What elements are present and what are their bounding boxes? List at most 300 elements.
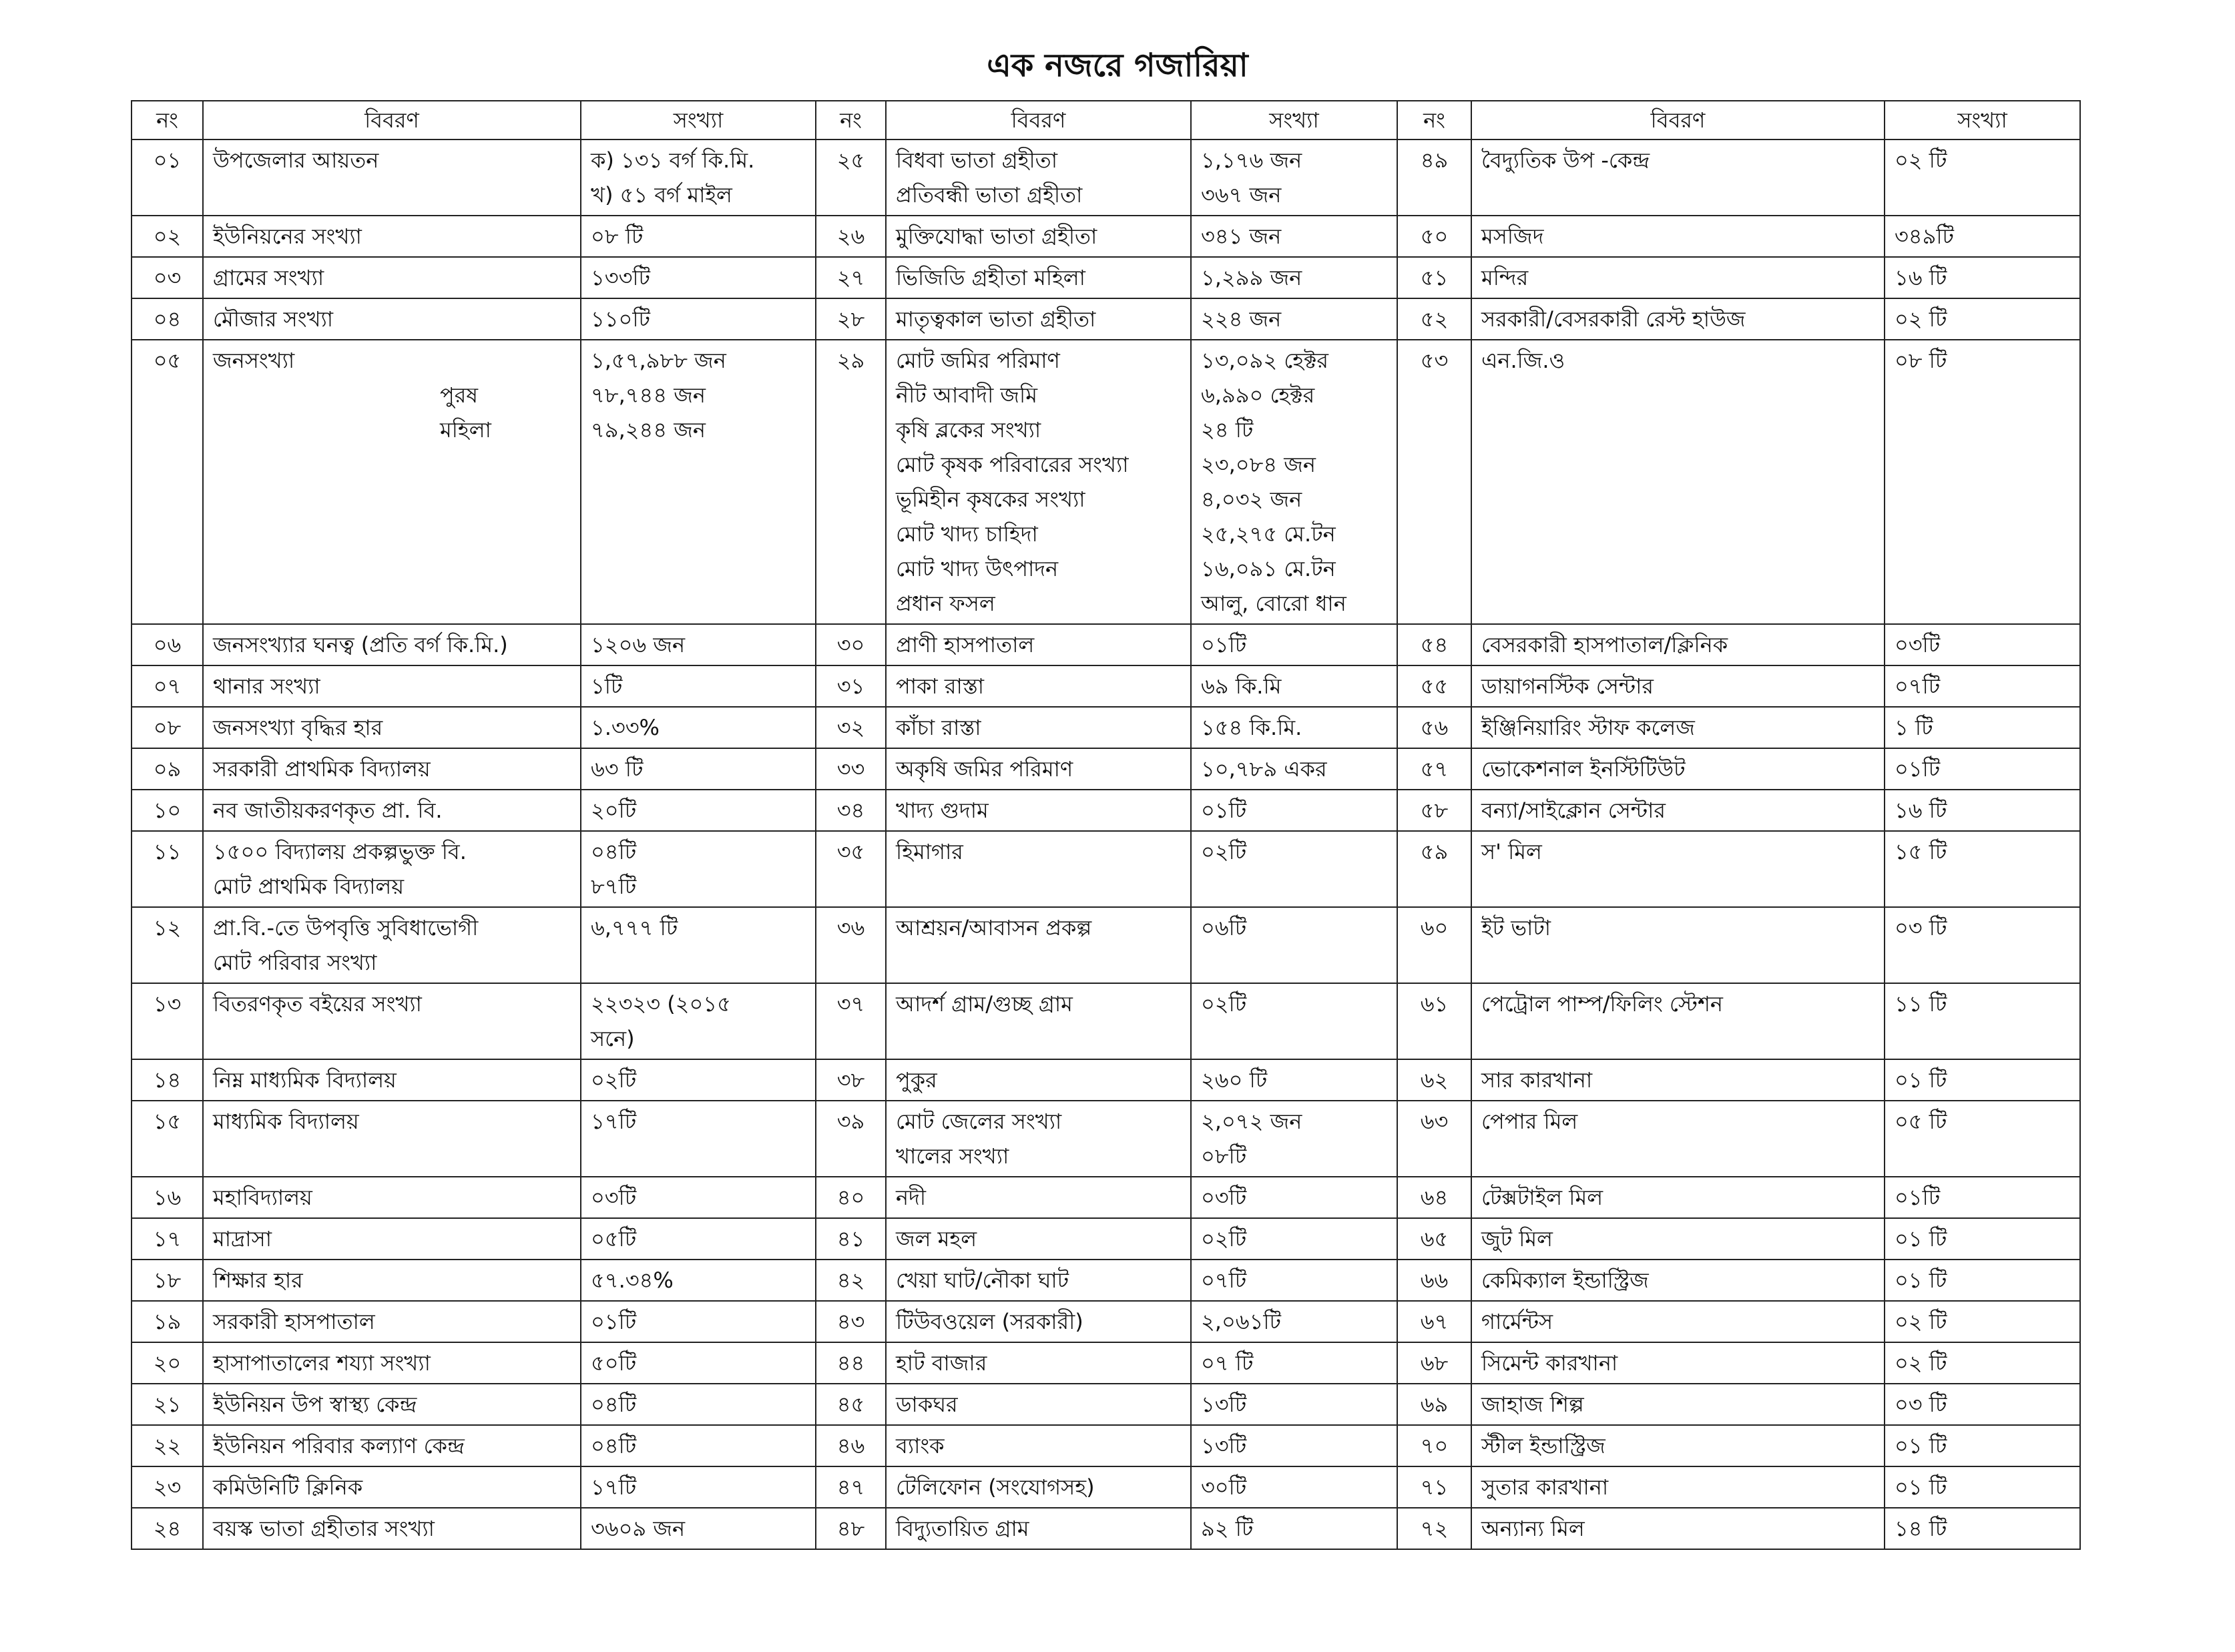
description-cell [203, 1425, 581, 1466]
serial-number: ২৪ [132, 1508, 203, 1549]
table-row [132, 1425, 2080, 1466]
serial-number: ০৪ [132, 298, 203, 340]
count-line: ২৪ টি [1201, 417, 1254, 443]
description-line: আশ্রয়ন/আবাসন প্রকল্প [896, 915, 1092, 940]
table-row [132, 1101, 2080, 1177]
header-count: সংখ্যা [581, 101, 816, 140]
count-cell [1885, 1301, 2080, 1342]
description-cell [203, 1101, 581, 1177]
description-line: অকৃষি জমির পরিমাণ [896, 756, 1073, 782]
serial-number: ৬৯ [1397, 1384, 1471, 1425]
description-line: খালের সংখ্যা [896, 1143, 1009, 1169]
serial-number: ৭১ [1397, 1466, 1471, 1508]
count-line: ০৩টি [1895, 632, 1941, 657]
count-line: আলু, বোরো ধান [1201, 591, 1346, 616]
description-line: ডাকঘর [896, 1392, 958, 1417]
description-line: ভিজিডি গ্রহীতা মহিলা [896, 265, 1085, 290]
description-line: বিতরণকৃত বইয়ের সংখ্যা [213, 991, 422, 1017]
count-cell [1885, 216, 2080, 257]
description-line: শিক্ষার হার [213, 1268, 303, 1293]
description-line: বৈদ্যুতিক উপ -কেন্দ্র [1481, 148, 1650, 173]
count-line: খ) ৫১ বর্গ মাইল [591, 182, 732, 208]
description-cell [1471, 831, 1885, 907]
description-line: পাকা রাস্তা [896, 673, 985, 699]
table-row [132, 1342, 2080, 1384]
description-line: স' মিল [1481, 839, 1542, 864]
serial-number: ৪৭ [816, 1466, 886, 1508]
count-line: ০৬টি [1201, 915, 1247, 940]
serial-number: ৪০ [816, 1177, 886, 1218]
table-row [132, 1508, 2080, 1549]
table-row [132, 983, 2080, 1059]
serial-number: ৩৯ [816, 1101, 886, 1177]
serial-number: ৫২ [1397, 298, 1471, 340]
serial-number: ২০ [132, 1342, 203, 1384]
table-row [132, 707, 2080, 748]
count-line: সনে) [591, 1026, 635, 1051]
table-row [132, 748, 2080, 790]
count-line: ১৩টি [1201, 1392, 1247, 1417]
serial-number: ১৪ [132, 1059, 203, 1101]
description-line: খেয়া ঘাট/নৌকা ঘাট [896, 1268, 1069, 1293]
count-cell [581, 257, 816, 298]
description-cell [886, 298, 1191, 340]
serial-number: ৬১ [1397, 983, 1471, 1059]
description-cell [1471, 298, 1885, 340]
description-line: পুকুর [896, 1067, 937, 1093]
table-row [132, 790, 2080, 831]
description-line: প্রাণী হাসপাতাল [896, 632, 1035, 657]
count-cell [581, 748, 816, 790]
serial-number: ১৩ [132, 983, 203, 1059]
description-cell [203, 257, 581, 298]
count-line: ১৩,০৯২ হেক্টর [1201, 348, 1328, 373]
description-cell [886, 1466, 1191, 1508]
description-cell [1471, 1342, 1885, 1384]
count-cell [1191, 1301, 1397, 1342]
count-cell [1885, 665, 2080, 707]
serial-number: ১৮ [132, 1260, 203, 1301]
count-cell [1191, 140, 1397, 216]
count-line: ০২টি [591, 1067, 637, 1093]
description-line: টিউবওয়েল (সরকারী) [896, 1309, 1083, 1334]
description-cell [886, 1260, 1191, 1301]
description-cell [886, 1301, 1191, 1342]
description-line: নিম্ন মাধ্যমিক বিদ্যালয় [213, 1067, 397, 1093]
count-cell [1885, 1177, 2080, 1218]
page-title: এক নজরে গজারিয়া [987, 47, 1248, 84]
description-cell [203, 1466, 581, 1508]
description-cell [1471, 340, 1885, 624]
header-row [132, 101, 2080, 140]
description-cell [886, 216, 1191, 257]
header-description: বিবরণ [203, 101, 581, 140]
count-cell [1191, 1059, 1397, 1101]
count-line: ৭৯,২৪৪ জন [591, 417, 706, 443]
table-row [132, 665, 2080, 707]
count-line: ০২টি [1201, 1226, 1247, 1252]
description-line: সুতার কারখানা [1481, 1474, 1609, 1500]
description-cell [203, 1508, 581, 1549]
description-cell [203, 1342, 581, 1384]
description-line: উপজেলার আয়তন [213, 148, 379, 173]
description-line: মোট খাদ্য উৎপাদন [896, 556, 1059, 581]
count-line: ৫৭.৩৪% [591, 1268, 674, 1293]
count-cell [581, 665, 816, 707]
count-cell [581, 1301, 816, 1342]
serial-number: ৫৭ [1397, 748, 1471, 790]
count-line: ১,২৯৯ জন [1201, 265, 1302, 290]
description-line: প্রধান ফসল [896, 591, 995, 616]
count-cell [581, 1101, 816, 1177]
count-cell [581, 624, 816, 665]
description-cell [1471, 140, 1885, 216]
count-line: ০৪টি [591, 1433, 637, 1458]
count-cell [1191, 907, 1397, 983]
description-cell [203, 748, 581, 790]
description-line: সরকারী/বেসরকারী রেস্ট হাউজ [1481, 306, 1746, 332]
count-line: ০৩টি [591, 1185, 637, 1210]
description-cell [203, 983, 581, 1059]
count-line: ১.৩৩% [591, 715, 660, 740]
description-cell [1471, 1301, 1885, 1342]
count-line: ০২ টি [1895, 1309, 1947, 1334]
count-cell [581, 1059, 816, 1101]
serial-number: ৫৩ [1397, 340, 1471, 624]
description-cell [203, 624, 581, 665]
description-line: মাধ্যমিক বিদ্যালয় [213, 1109, 359, 1134]
serial-number: ৩০ [816, 624, 886, 665]
count-cell [1191, 340, 1397, 624]
serial-number: ৩৫ [816, 831, 886, 907]
count-cell [581, 707, 816, 748]
count-cell [581, 1177, 816, 1218]
description-cell [1471, 748, 1885, 790]
description-cell [1471, 983, 1885, 1059]
description-line: মাদ্রাসা [213, 1226, 272, 1252]
description-cell [203, 831, 581, 907]
serial-number: ০৩ [132, 257, 203, 298]
serial-number: ১৫ [132, 1101, 203, 1177]
description-cell [886, 983, 1191, 1059]
count-line: ৩৬০৯ জন [591, 1516, 686, 1541]
description-cell [203, 216, 581, 257]
description-cell [1471, 1059, 1885, 1101]
description-line: মোট জেলের সংখ্যা [896, 1109, 1062, 1134]
description-line: জাহাজ শিল্প [1481, 1392, 1584, 1417]
description-cell [1471, 907, 1885, 983]
count-line: ০৭টি [1895, 673, 1941, 699]
count-line: ০১ টি [1895, 1067, 1947, 1093]
count-cell [1885, 140, 2080, 216]
count-cell [1885, 831, 2080, 907]
count-line: ০২ টি [1895, 306, 1947, 332]
table-row [132, 298, 2080, 340]
description-line: জনসংখ্যা বৃদ্ধির হার [213, 715, 383, 740]
count-cell [1885, 1059, 2080, 1101]
description-line: মোট কৃষক পরিবারের সংখ্যা [896, 452, 1129, 477]
count-line: ০৫ টি [1895, 1109, 1947, 1134]
serial-number: ০৬ [132, 624, 203, 665]
serial-number: ১১ [132, 831, 203, 907]
count-cell [581, 831, 816, 907]
description-cell [203, 1301, 581, 1342]
count-cell [1191, 748, 1397, 790]
description-cell [886, 1384, 1191, 1425]
description-line: ডায়াগনস্টিক সেন্টার [1481, 673, 1654, 699]
count-line: ২২৪ জন [1201, 306, 1282, 332]
count-line: ৩৪৯টি [1895, 224, 1954, 249]
serial-number: ৫৮ [1397, 790, 1471, 831]
table-row [132, 1466, 2080, 1508]
count-line: ০৮ টি [591, 224, 644, 249]
description-line: গ্রামের সংখ্যা [213, 265, 324, 290]
summary-table [131, 100, 2081, 1550]
description-cell [886, 1059, 1191, 1101]
count-cell [581, 216, 816, 257]
count-line: ০৮টি [1201, 1143, 1247, 1169]
serial-number: ২৫ [816, 140, 886, 216]
count-cell [1191, 790, 1397, 831]
serial-number: ৫৯ [1397, 831, 1471, 907]
count-line: ০৭ টি [1201, 1350, 1254, 1376]
description-line: মৌজার সংখ্যা [213, 306, 334, 332]
count-cell [1191, 1342, 1397, 1384]
count-line: ১৬ টি [1895, 265, 1947, 290]
description-line: প্রা.বি.-তে উপবৃত্তি সুবিধাভোগী [213, 915, 479, 940]
description-line: ভোকেশনাল ইনস্টিটিউট [1481, 756, 1686, 782]
description-line: ইউনিয়নের সংখ্যা [213, 224, 362, 249]
count-line: ১৫৪ কি.মি. [1201, 715, 1302, 740]
serial-number: ৬৭ [1397, 1301, 1471, 1342]
serial-number: ৬৬ [1397, 1260, 1471, 1301]
count-line: ১৭টি [591, 1474, 637, 1500]
count-cell [581, 1384, 816, 1425]
count-cell [1885, 983, 2080, 1059]
description-line: সার কারখানা [1481, 1067, 1593, 1093]
count-line: ২০টি [591, 798, 637, 823]
table-row [132, 1301, 2080, 1342]
serial-number: ৩৮ [816, 1059, 886, 1101]
description-line: বয়স্ক ভাতা গ্রহীতার সংখ্যা [213, 1516, 435, 1541]
count-line: ৬,৯৯০ হেক্টর [1201, 382, 1315, 408]
count-line: ০৪টি [591, 839, 637, 864]
description-line: কৃষি ব্লকের সংখ্যা [896, 417, 1041, 443]
serial-number: ৩৭ [816, 983, 886, 1059]
count-cell [581, 790, 816, 831]
description-cell [886, 1425, 1191, 1466]
count-cell [1885, 1260, 2080, 1301]
description-line: কাঁচা রাস্তা [896, 715, 981, 740]
count-line: ১০,৭৮৯ একর [1201, 756, 1327, 782]
serial-number: ৫৫ [1397, 665, 1471, 707]
serial-number: ৩৩ [816, 748, 886, 790]
count-line: ক) ১৩১ বর্গ কি.মি. [591, 148, 755, 173]
serial-number: ২৩ [132, 1466, 203, 1508]
serial-number: ৩২ [816, 707, 886, 748]
description-line: ভূমিহীন কৃষকের সংখ্যা [896, 487, 1085, 512]
count-line: ০১টি [1201, 632, 1247, 657]
count-cell [1885, 1466, 2080, 1508]
description-line: বিধবা ভাতা গ্রহীতা [896, 148, 1057, 173]
description-cell [203, 790, 581, 831]
description-line: কেমিক্যাল ইন্ডাস্ট্রিজ [1481, 1268, 1649, 1293]
count-line: ১৬ টি [1895, 798, 1947, 823]
count-line: ০৩টি [1201, 1185, 1247, 1210]
description-cell [1471, 665, 1885, 707]
serial-number: ৪৬ [816, 1425, 886, 1466]
count-cell [1885, 624, 2080, 665]
description-cell [1471, 1177, 1885, 1218]
description-cell [203, 340, 581, 624]
count-line: ১৩টি [1201, 1433, 1247, 1458]
count-cell [581, 140, 816, 216]
description-cell [203, 1218, 581, 1260]
count-cell [581, 298, 816, 340]
description-cell [886, 1177, 1191, 1218]
description-line: স্টীল ইন্ডাস্ট্রিজ [1481, 1433, 1605, 1458]
description-line: খাদ্য গুদাম [896, 798, 989, 823]
serial-number: ২২ [132, 1425, 203, 1466]
serial-number: ৬৮ [1397, 1342, 1471, 1384]
count-line: ০৪টি [591, 1392, 637, 1417]
count-line: ০২ টি [1895, 148, 1947, 173]
count-cell [1191, 1466, 1397, 1508]
serial-number: ৬৫ [1397, 1218, 1471, 1260]
description-line: এন.জি.ও [1481, 348, 1565, 373]
count-line: ৩৪১ জন [1201, 224, 1282, 249]
serial-number: ৩৬ [816, 907, 886, 983]
serial-number: ৬০ [1397, 907, 1471, 983]
description-line: কমিউনিটি ক্লিনিক [213, 1474, 363, 1500]
table-row [132, 1177, 2080, 1218]
serial-number: ৭২ [1397, 1508, 1471, 1549]
count-line: ০২টি [1201, 991, 1247, 1017]
serial-number: ২৮ [816, 298, 886, 340]
serial-number: ২৭ [816, 257, 886, 298]
count-line: ৬৩ টি [591, 756, 644, 782]
description-cell [203, 1177, 581, 1218]
count-cell [1191, 216, 1397, 257]
description-line: হাসাপাতালের শয্যা সংখ্যা [213, 1350, 431, 1376]
count-cell [581, 1508, 816, 1549]
count-cell [1885, 298, 2080, 340]
count-cell [581, 907, 816, 983]
table-row [132, 340, 2080, 624]
description-line: টেক্সটাইল মিল [1481, 1185, 1603, 1210]
serial-number: ৩১ [816, 665, 886, 707]
header-description: বিবরণ [1471, 101, 1885, 140]
description-line: ইউনিয়ন উপ স্বাস্থ্য কেন্দ্র [213, 1392, 417, 1417]
count-cell [1191, 1101, 1397, 1177]
description-line: মহিলা [440, 417, 491, 443]
description-cell [886, 1101, 1191, 1177]
serial-number: ৬২ [1397, 1059, 1471, 1101]
description-line: বন্যা/সাইক্লোন সেন্টার [1481, 798, 1666, 823]
description-cell [886, 790, 1191, 831]
description-cell [203, 907, 581, 983]
count-cell [1885, 340, 2080, 624]
count-cell [581, 340, 816, 624]
description-cell [1471, 1425, 1885, 1466]
serial-number: ১০ [132, 790, 203, 831]
description-cell [886, 831, 1191, 907]
description-line: হাট বাজার [896, 1350, 987, 1376]
count-cell [581, 983, 816, 1059]
count-line: ২,০৬১টি [1201, 1309, 1281, 1334]
count-line: ১৭টি [591, 1109, 637, 1134]
description-line: বিদ্যুতায়িত গ্রাম [896, 1516, 1029, 1541]
description-line: থানার সংখ্যা [213, 673, 320, 699]
table-row [132, 1218, 2080, 1260]
count-line: ০৮ টি [1895, 348, 1947, 373]
count-cell [581, 1425, 816, 1466]
description-line: পেপার মিল [1481, 1109, 1578, 1134]
description-cell [886, 907, 1191, 983]
description-line: মোট প্রাথমিক বিদ্যালয় [213, 874, 405, 899]
description-cell [1471, 707, 1885, 748]
count-cell [1191, 1177, 1397, 1218]
count-line: ০১টি [591, 1309, 637, 1334]
description-cell [1471, 216, 1885, 257]
count-line: ১,৫৭,৯৮৮ জন [591, 348, 726, 373]
description-cell [203, 1059, 581, 1101]
description-line: মোট জমির পরিমাণ [896, 348, 1060, 373]
count-cell [1191, 1508, 1397, 1549]
description-line: মাতৃত্বকাল ভাতা গ্রহীতা [896, 306, 1096, 332]
serial-number: ১৯ [132, 1301, 203, 1342]
description-line: গার্মেন্টস [1481, 1309, 1553, 1334]
description-cell [1471, 257, 1885, 298]
description-line: সরকারী প্রাথমিক বিদ্যালয় [213, 756, 431, 782]
serial-number: ১৭ [132, 1218, 203, 1260]
description-line: মসজিদ [1481, 224, 1544, 249]
count-line: ৬৯ কি.মি [1201, 673, 1282, 699]
count-line: ২৬০ টি [1201, 1067, 1268, 1093]
description-line: ১৫০০ বিদ্যালয় প্রকল্পভুক্ত বি. [213, 839, 467, 864]
count-line: ৩৬৭ জন [1201, 182, 1282, 208]
table-body [132, 140, 2080, 1549]
count-line: ০৩ টি [1895, 915, 1947, 940]
serial-number: ০৯ [132, 748, 203, 790]
serial-number: ২১ [132, 1384, 203, 1425]
header-no: নং [1397, 101, 1471, 140]
count-line: ৭৮,৭৪৪ জন [591, 382, 706, 408]
count-line: ২৩,০৮৪ জন [1201, 452, 1316, 477]
serial-number: ৫১ [1397, 257, 1471, 298]
count-line: ০১ টি [1895, 1268, 1947, 1293]
description-cell [203, 298, 581, 340]
description-line: জুট মিল [1481, 1226, 1553, 1252]
serial-number: ০৫ [132, 340, 203, 624]
description-cell [886, 707, 1191, 748]
description-line: টেলিফোন (সংযোগসহ) [896, 1474, 1095, 1500]
serial-number: ২৬ [816, 216, 886, 257]
serial-number: ১২ [132, 907, 203, 983]
count-line: ২৫,২৭৫ মে.টন [1201, 521, 1336, 547]
serial-number: ১৬ [132, 1177, 203, 1218]
description-line: মোট খাদ্য চাহিদা [896, 521, 1038, 547]
serial-number: ৪১ [816, 1218, 886, 1260]
description-line: ব্যাংক [896, 1433, 945, 1458]
serial-number: ৪২ [816, 1260, 886, 1301]
count-line: ০৩ টি [1895, 1392, 1947, 1417]
serial-number: ৪৫ [816, 1384, 886, 1425]
header-count: সংখ্যা [1885, 101, 2080, 140]
serial-number: ৫৬ [1397, 707, 1471, 748]
description-line: প্রতিবন্ধী ভাতা গ্রহীতা [896, 182, 1083, 208]
count-line: ১৫ টি [1895, 839, 1947, 864]
